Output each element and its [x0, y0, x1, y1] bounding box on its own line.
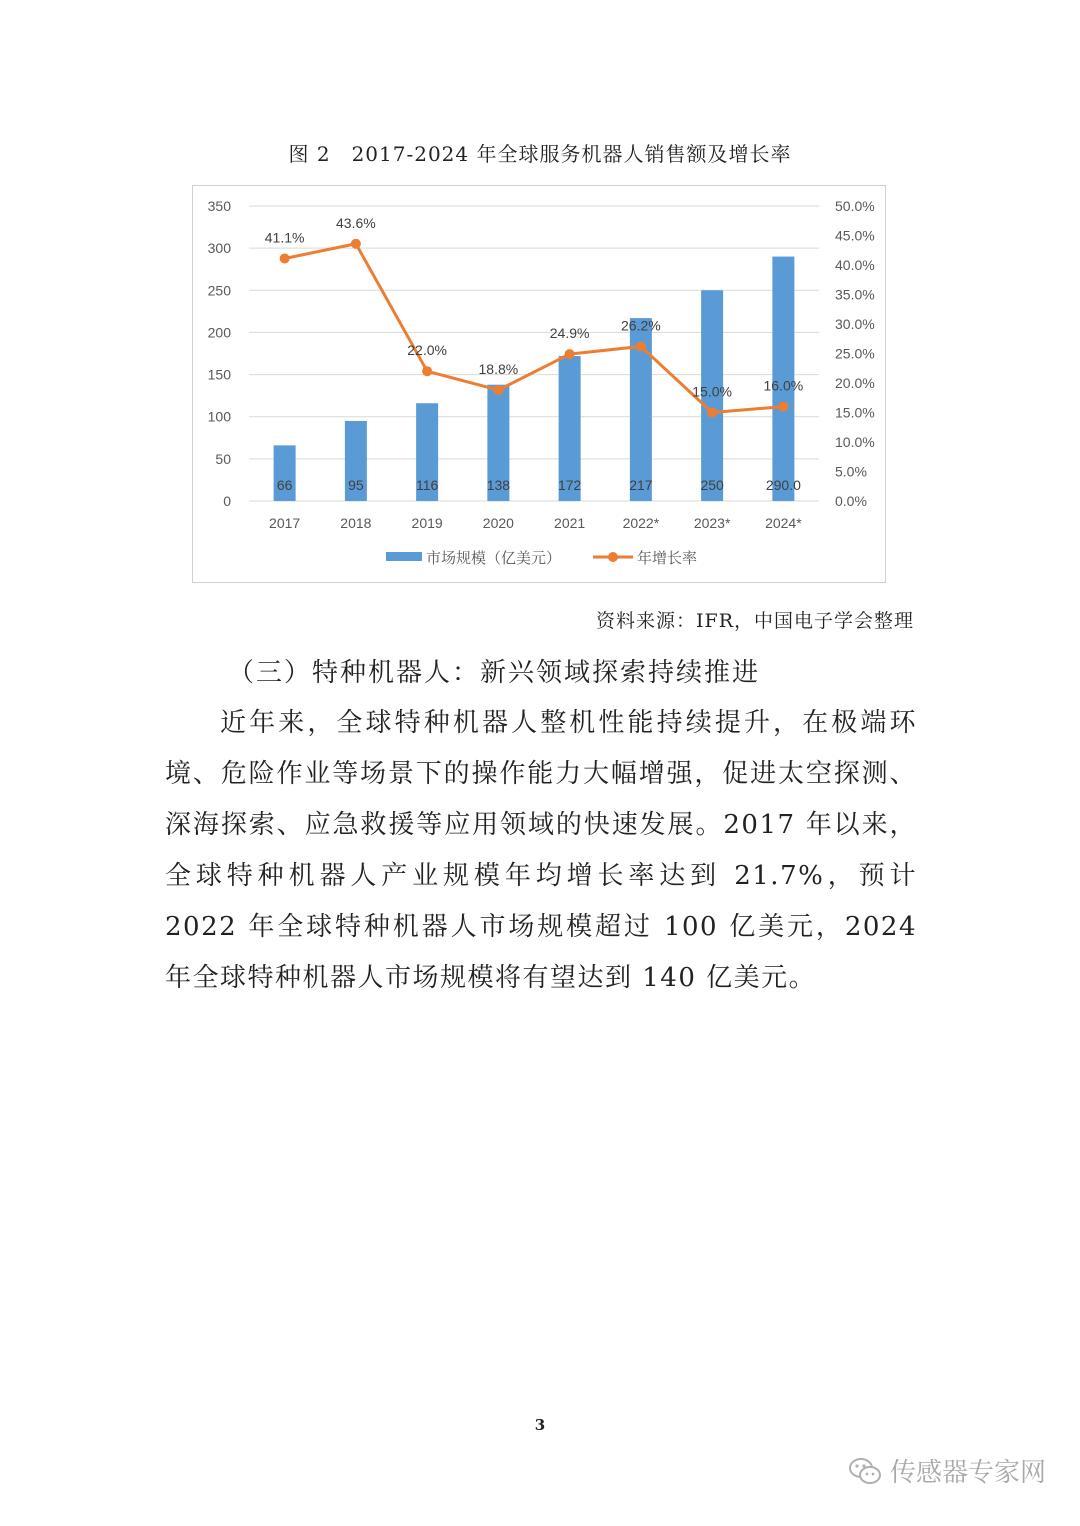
y-right-tick-label: 5.0%	[835, 463, 867, 480]
y-left-tick-label: 300	[207, 240, 231, 257]
y-left-tick-label: 0	[223, 493, 231, 509]
y-right-tick-label: 15.0%	[835, 404, 875, 421]
wechat-icon	[848, 1456, 882, 1486]
legend-label-line: 年增长率	[637, 550, 698, 567]
line-data-label: 22.0%	[407, 342, 447, 359]
legend-swatch-marker	[608, 552, 618, 562]
bar-data-label: 290.0	[765, 477, 801, 493]
y-left-tick-label: 50	[215, 450, 231, 467]
line-point	[636, 341, 646, 351]
line-data-label: 24.9%	[549, 325, 590, 342]
line-point	[422, 366, 432, 376]
line-data-label: 18.8%	[478, 361, 519, 378]
chart-container	[192, 185, 886, 583]
x-tick-label: 2022*	[622, 515, 660, 531]
y-right-tick-label: 30.0%	[835, 316, 875, 332]
y-right-tick-label: 25.0%	[835, 345, 875, 362]
x-tick-label: 2020	[482, 515, 514, 531]
bar-data-label: 116	[415, 477, 439, 493]
line-point	[707, 408, 717, 418]
y-left-tick-label: 100	[207, 408, 231, 425]
y-right-tick-label: 50.0%	[835, 198, 875, 214]
body-paragraph: 近年来，全球特种机器人整机性能持续提升，在极端环境、危险作业等场景下的操作能力大幅增强，促进太空探测、深海探索、应急救援等应用领域的快速发展。2017 年以来，全球特种机器人产业规模年均增长率达到 21.7%，预计 2022 年全球特种机器人市场规模超过 100 亿美元，2024 年全球特种机器人市场规模将有望达到 140 亿美元。	[165, 708, 917, 993]
x-tick-label: 2021	[554, 515, 586, 531]
y-left-tick-label: 150	[207, 366, 231, 383]
bar-data-label: 172	[557, 477, 582, 493]
y-left-tick-label: 200	[207, 324, 231, 341]
bar-data-label: 250	[700, 477, 724, 493]
line-data-label: 15.0%	[692, 383, 732, 400]
section-heading: （三）特种机器人：新兴领域探索持续推进	[228, 658, 761, 688]
y-right-tick-label: 40.0%	[835, 257, 875, 273]
line-point	[778, 402, 788, 412]
y-right-tick-label: 10.0%	[835, 434, 875, 450]
x-tick-label: 2017	[269, 515, 301, 531]
watermark	[848, 1452, 1046, 1489]
line-data-label: 41.1%	[264, 229, 305, 246]
line-data-label: 26.2%	[621, 317, 661, 334]
x-tick-label: 2018	[340, 515, 372, 531]
x-tick-label: 2024*	[765, 515, 802, 531]
line-point	[280, 254, 290, 264]
y-left-tick-label: 350	[207, 198, 231, 214]
bar-data-label: 95	[348, 477, 364, 493]
bar-data-label: 66	[276, 477, 293, 493]
x-tick-label: 2019	[411, 515, 443, 531]
line-point	[351, 239, 361, 249]
y-right-tick-label: 35.0%	[835, 286, 875, 303]
bar-data-label: 217	[629, 477, 653, 493]
watermark-text: 传感器专家网	[889, 1458, 1046, 1488]
y-right-tick-label: 20.0%	[835, 375, 875, 391]
figure-source: 资料来源：IFR，中国电子学会整理	[596, 610, 914, 632]
page-number: 3	[534, 1416, 546, 1434]
line-point	[493, 385, 503, 395]
y-left-tick-label: 250	[207, 282, 231, 299]
bar-data-label: 138	[486, 477, 511, 493]
x-tick-label: 2023*	[693, 515, 731, 531]
body-text	[165, 698, 917, 1004]
y-right-tick-label: 0.0%	[835, 493, 867, 509]
legend-swatch-bar	[386, 552, 422, 561]
line-data-label: 16.0%	[763, 377, 804, 394]
line-data-label: 43.6%	[336, 214, 376, 231]
line-point	[565, 349, 575, 359]
y-right-tick-label: 45.0%	[835, 227, 875, 244]
legend-label-bar: 市场规模（亿美元）	[426, 550, 562, 567]
figure-caption: 图 2 2017-2024 年全球服务机器人销售额及增长率	[288, 142, 792, 166]
combo-chart	[193, 186, 887, 584]
